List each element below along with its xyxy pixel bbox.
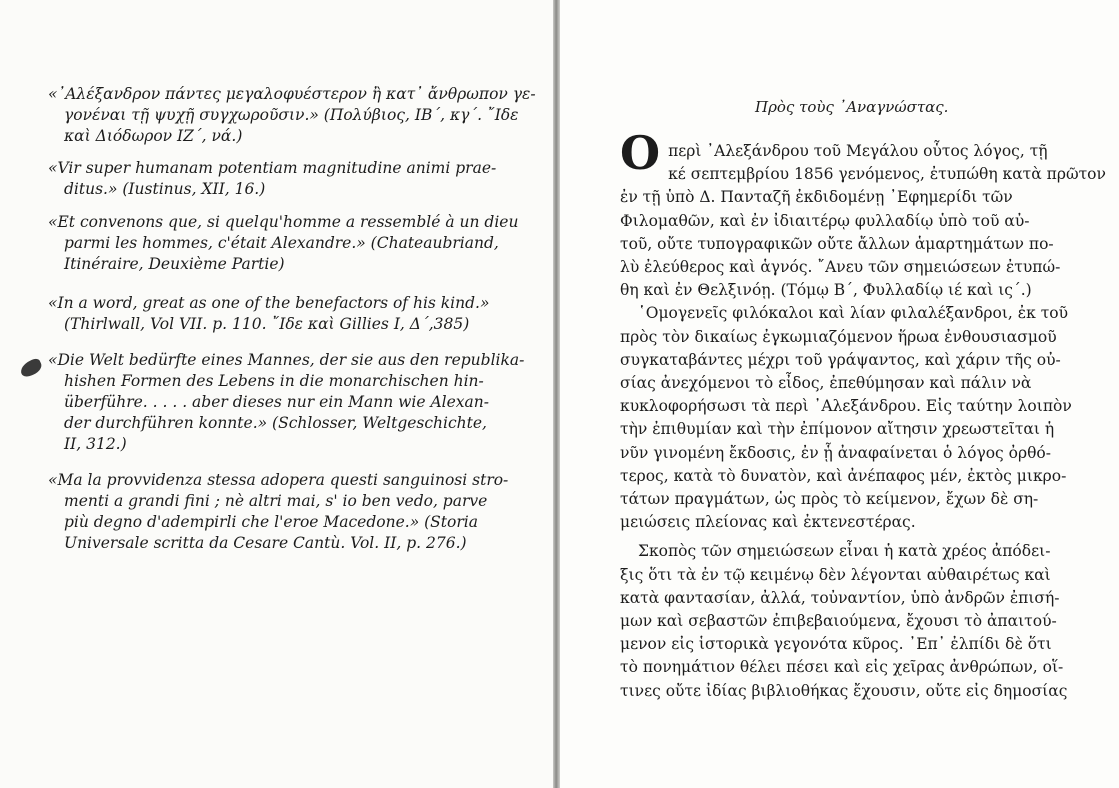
text-line: ξις ὅτι τὰ ἐν τῷ κειμένῳ δὲν λέγονται αὐθαιρέτως καὶ bbox=[620, 565, 1051, 584]
quote-line: «Vir super humanam potentiam magnitudine animi prae- bbox=[48, 159, 497, 177]
text-line: Σκοπὸς τῶν σημειώσεων εἶναι ἡ κατὰ χρέος ἀπόδει- bbox=[638, 542, 1051, 561]
paragraph-2 bbox=[620, 302, 1090, 534]
text-line: μων καὶ σεβαστῶν ἐπιβεβαιούμενα, ἔχουσι τὸ ἀπαιτού- bbox=[620, 612, 1057, 631]
text-line: λὺ ἐλεύθερος καὶ ἁγνός. ῎Ανευ τῶν σημειώσεων ἐτυπώ- bbox=[620, 258, 1061, 277]
text-line: Φιλομαθῶν, καὶ ἐν ἰδιαιτέρῳ φυλλαδίῳ ὑπὸ τοῦ αὐ- bbox=[620, 211, 1030, 230]
text-line: νῦν γινομένη ἔκδοσις, ἐν ᾗ ἀναφαίνεται ὁ λόγος ὀρθό- bbox=[620, 443, 1051, 462]
text-line: τερος, κατὰ τὸ δυνατὸν, καὶ ἀνέπαφος μέν, ἐκτὸς μικρο- bbox=[620, 466, 1067, 485]
quote-iustinus bbox=[48, 158, 497, 200]
quote-line: hishen Formen des Lebens in die monarchischen hin- bbox=[64, 372, 484, 390]
text-line: τὴν ἐπιθυμίαν καὶ τὴν ἐπίμονον αἴτησιν χρεωστεῖται ἡ bbox=[620, 420, 1055, 439]
quote-line: überführe. . . . . aber dieses nur ein Mann wie Alexan- bbox=[64, 393, 489, 411]
paragraph-3 bbox=[620, 540, 1090, 702]
text-line: τάτων πραγμάτων, ὡς πρὸς τὸ κείμενον, ἔχων δὲ ση- bbox=[620, 490, 1039, 509]
quote-line: Universale scritta da Cesare Cantù. Vol. II, p. 276.) bbox=[64, 534, 467, 552]
quote-chateaubriand bbox=[48, 212, 519, 275]
quote-line: «Ma la provvidenza stessa adopera questi sanguinosi stro- bbox=[48, 471, 509, 489]
page-heading: Πρὸς τοὺς ᾿Αναγνώστας. bbox=[755, 98, 949, 116]
text-line: μειώσεις πλείονας καὶ ἐκτενεστέρας. bbox=[620, 513, 916, 532]
text-line: τινες οὔτε ἰδίας βιβλιοθήκας ἔχουσιν, οὔτε εἰς δημοσίας bbox=[620, 681, 1068, 700]
text-line: ἐν τῇ ὑπὸ Δ. Πανταζῆ ἐκδιδομένῃ ᾿Εφημερίδι τῶν bbox=[620, 188, 1013, 207]
right-page bbox=[560, 0, 1119, 788]
preface-text bbox=[620, 126, 1106, 703]
quote-line: «Et convenons que, si quelqu'homme a ressemblé à un dieu bbox=[48, 213, 519, 231]
text-line: κυκλοφορήσωσι τὰ περὶ ᾿Αλεξάνδρου. Εἰς ταύτην λοιπὸν bbox=[620, 397, 1072, 416]
quote-line: parmi les hommes, c'était Alexandre.» (Chateaubriand, bbox=[64, 234, 499, 252]
quote-line: più degno d'adempirli che l'eroe Macedone.» (Storia bbox=[64, 513, 478, 531]
text-line: πρὸς τὸν δικαίως ἐγκωμιαζόμενον ἥρωα ἐνθουσιασμοῦ bbox=[620, 327, 1057, 346]
text-line: μενον εἰς ἱστορικὰ γεγονότα κῦρος. ᾿Επ᾿ ἐλπίδι δὲ ὅτι bbox=[620, 635, 1052, 654]
quote-line: menti a grandi fini ; nè altri mai, s' io ben vedo, parve bbox=[64, 492, 488, 510]
quote-line: καὶ Διόδωρον ΙΖ΄, νά.) bbox=[64, 127, 243, 145]
quote-line: der durchführen konnte.» (Schlosser, Weltgeschichte, bbox=[64, 414, 487, 432]
text-line: περὶ ᾿Αλεξάνδρου τοῦ Μεγάλου οὗτος λόγος, τῇ bbox=[668, 142, 1048, 160]
book-gutter bbox=[553, 0, 560, 788]
text-line: κέ σεπτεμβρίου 1856 γενόμενος, ἐτυπώθη κατὰ πρῶτον bbox=[668, 165, 1106, 184]
left-page bbox=[0, 0, 553, 788]
text-line: ῾Ομογενεῖς φιλόκαλοι καὶ λίαν φιλαλέξανδροι, ἐκ τοῦ bbox=[638, 304, 1069, 323]
quote-polybius bbox=[48, 84, 536, 147]
text-line: κατὰ φαντασίαν, ἀλλά, τοὐναντίον, ὑπὸ ἀνδρῶν ἐπισή- bbox=[620, 588, 1060, 607]
quote-thirlwall bbox=[48, 293, 490, 335]
quote-line: γονέναι τῇ ψυχῇ συγχωροῦσιν.» (Πολύβιος, ΙΒ΄, κγ΄. ῎Ιδε bbox=[64, 106, 519, 124]
quote-line: «᾿Αλέξανδρον πάντες μεγαλοφυέστερον ἢ κατ᾿ ἄνθρωπον γε- bbox=[48, 85, 536, 103]
text-line: σίας ἀνεχόμενοι τὸ εἶδος, ἐπεθύμησαν καὶ πάλιν νὰ bbox=[620, 374, 1032, 393]
quote-line: Itinéraire, Deuxième Partie) bbox=[64, 255, 285, 273]
quote-cantu bbox=[48, 470, 509, 554]
quote-line: (Thirlwall, Vol VII. p. 110. ῎Ιδε καὶ Gillies I, Δ΄,385) bbox=[64, 315, 470, 333]
ink-blot bbox=[18, 357, 44, 379]
quote-line: «Die Welt bedürfte eines Mannes, der sie aus den republika- bbox=[48, 351, 525, 369]
text-line: τοῦ, οὔτε τυπογραφικῶν οὔτε ἄλλων ἁμαρτημάτων πο- bbox=[620, 234, 1054, 253]
paragraph-1 bbox=[620, 126, 1106, 302]
quote-line: II, 312.) bbox=[64, 435, 127, 453]
text-line: συγκαταβάντες μέχρι τοῦ γράψαντος, καὶ χάριν τῆς οὐ- bbox=[620, 350, 1061, 369]
drop-cap: Ο bbox=[620, 126, 661, 180]
quote-line: ditus.» (Iustinus, XII, 16.) bbox=[64, 180, 266, 198]
text-line: θη καὶ ἐν Θελξινόῃ. (Τόμῳ Β΄, Φυλλαδίῳ ιέ καὶ ις΄.) bbox=[620, 281, 1032, 300]
quote-line: «In a word, great as one of the benefactors of his kind.» bbox=[48, 294, 490, 312]
text-line: τὸ πονημάτιον θέλει πέσει καὶ εἰς χεῖρας ἀνθρώπων, οἵ- bbox=[620, 658, 1064, 677]
quote-schlosser bbox=[48, 350, 525, 455]
